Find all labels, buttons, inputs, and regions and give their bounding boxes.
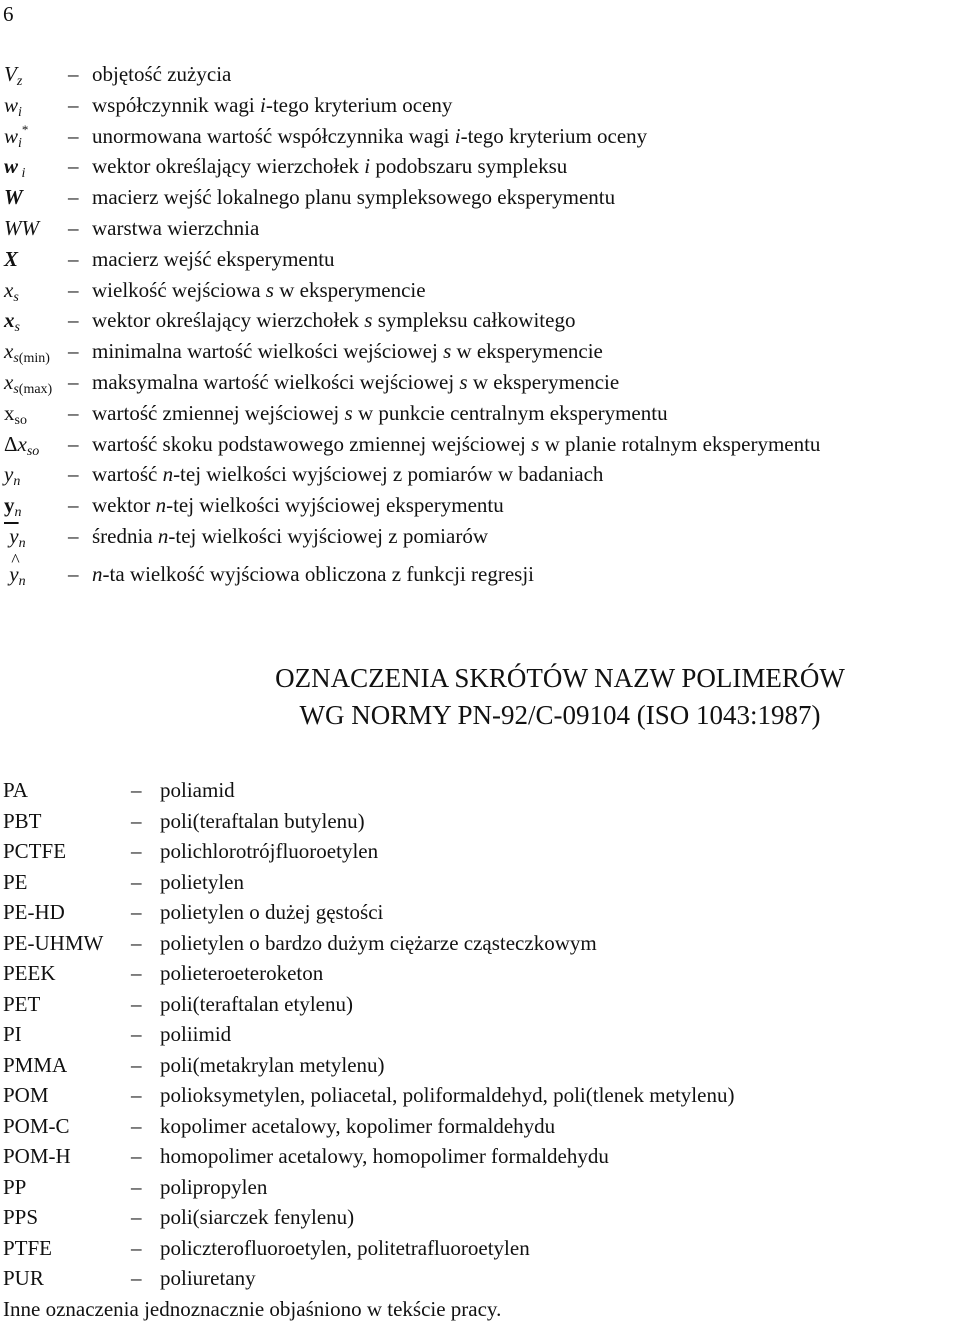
abbreviation-row [0,1233,960,1264]
abbreviation-row [0,775,960,806]
dash: – [131,1052,142,1077]
abbreviation: PBT [3,808,42,833]
abbreviation: PE-HD [3,900,65,924]
abbreviation-row [0,1050,960,1081]
abbreviation-description: polietylen [160,869,244,894]
dash: – [131,869,142,894]
symbol: $x_s$ [4,308,20,336]
dash: – [131,778,142,802]
abbreviation-row [0,867,960,898]
abbreviation-row [0,806,960,837]
symbol-row [0,552,960,597]
dash: – [68,277,79,302]
abbreviation-row [0,1141,960,1172]
symbol-row [0,90,960,121]
dash: – [68,154,79,179]
symbol-description: warstwa wierzchnia [92,215,260,240]
abbreviation-row [0,958,960,989]
abbreviation-row [0,897,960,928]
abbreviation-description: polietylen o dużej gęstości [160,900,384,924]
dash: – [131,1174,142,1199]
dash: – [68,523,79,548]
abbreviation-row [0,836,960,867]
dash: – [131,1235,142,1260]
symbol-row [0,244,960,275]
symbol: $x_{so}$ [4,400,27,428]
symbol-description: wektor określający wierzchołek i podobszaru sympleksu [92,154,568,179]
dash: – [68,462,79,487]
abbreviation-description: poli(teraftalan butylenu) [160,808,365,833]
abbreviation: PMMA [3,1052,68,1077]
symbol: ^ $y_n$ [4,552,26,597]
abbreviation-row [0,1263,960,1294]
symbol-row [0,213,960,244]
dash: – [131,961,142,985]
dash: – [68,92,79,117]
symbol: $V_z$ [4,62,23,89]
dash: – [68,185,79,210]
abbreviation-row [0,1111,960,1142]
symbol-row [0,398,960,429]
abbreviation-row [0,928,960,959]
abbreviation-description: polipropylen [160,1174,268,1199]
symbol-description: objętość zużycia [92,62,232,86]
abbreviation-description: poli(teraftalan etylenu) [160,991,353,1016]
symbol-description: n-ta wielkość wyjściowa obliczona z funkcji regresji [92,561,535,586]
abbreviation-description: polichlorotrójfluoroetylen [160,839,379,863]
abbreviation: PTFE [3,1235,53,1260]
abbreviation-description: poli(metakrylan metylenu) [160,1052,385,1077]
symbol: W [4,185,23,210]
symbol: $x_{s(min)}$ [4,339,50,367]
abbreviation: POM-H [3,1144,71,1168]
symbol-row [0,367,960,398]
symbol: w $_i$ [4,154,26,182]
abbreviation-description: polioksymetylen, poliacetal, poliformaldehyd, poli(tlenek metylenu) [160,1083,735,1107]
heading-line-1: OZNACZENIA SKRÓTÓW NAZW POLIMERÓW [275,663,845,693]
abbreviation: PEEK [3,961,56,985]
symbol-description: średnia n-tej wielkości wyjściowej z pomiarów [92,523,488,548]
symbols-list [0,59,960,597]
abbreviation: PET [3,991,41,1016]
symbol-description: macierz wejść eksperymentu [92,246,335,271]
symbol-description: wartość skoku podstawowego zmiennej wejściowej s w planie rotalnym eksperymentu [92,431,821,456]
symbol-description: współczynnik wagi i-tego kryterium oceny [92,92,453,117]
abbreviation-description: homopolimer acetalowy, homopolimer formaldehydu [160,1144,609,1168]
abbreviation: PE [3,869,28,894]
symbol: $w_i^*$ [4,121,29,151]
abbreviation-row [0,1202,960,1233]
symbol-row [0,151,960,182]
symbol: $x_{s(max)}$ [4,369,53,397]
dash: – [68,123,79,148]
symbol-description: minimalna wartość wielkości wejściowej s w eksperymencie [92,339,603,364]
symbol-description: wartość n-tej wielkości wyjściowej z pomiarów w badaniach [92,462,604,487]
abbreviation: PI [3,1022,22,1046]
dash: – [131,1205,142,1229]
heading-line-2: WG NORMY PN-92/C-09104 (ISO 1043:1987) [299,700,821,730]
symbol-description: maksymalna wartość wielkości wejściowej s w eksperymencie [92,369,620,394]
dash: – [68,431,79,456]
symbol-description: wartość zmiennej wejściowej s w punkcie centralnym eksperymentu [92,400,668,425]
dash: – [68,62,79,86]
abbreviation: PE-UHMW [3,930,104,955]
symbol-row [0,521,960,552]
symbol-description: unormowana wartość współczynnika wagi i-tego kryterium oceny [92,123,648,148]
symbol-row [0,490,960,521]
abbreviation: POM-C [3,1113,70,1138]
abbreviation: POM [3,1083,49,1107]
abbreviation-row [0,1172,960,1203]
abbreviation: PPS [3,1205,39,1229]
symbol: $x_s$ [4,277,19,305]
abbreviation-description: poliimid [160,1022,232,1046]
symbol-row [0,429,960,460]
abbreviation-description: policzterofluoroetylen, politetrafluoroetylen [160,1235,530,1260]
dash: – [68,400,79,425]
abbreviation-description: poli(siarczek fenylenu) [160,1205,355,1229]
section-heading [160,660,960,734]
page-number: 6 [3,2,14,26]
dash: – [131,930,142,955]
symbol-description: wektor określający wierzchołek s sympleksu całkowitego [92,308,576,333]
abbreviation-description: kopolimer acetalowy, kopolimer formaldehydu [160,1113,556,1138]
dash: – [131,1083,142,1107]
symbol: X [4,246,19,271]
symbol: $y_n$ [4,523,26,551]
dash: – [68,369,79,394]
symbol: WW [4,215,39,240]
abbreviation-row [0,1019,960,1050]
dash: – [131,1144,142,1168]
symbol-row [0,59,960,90]
symbol: $\Delta x_{so}$ [4,431,40,459]
abbreviation-description: poliuretany [160,1266,256,1290]
dash: – [131,839,142,863]
symbol: $w_i$ [4,92,22,120]
symbol-row [0,305,960,336]
symbol-row [0,336,960,367]
abbreviation: PP [3,1174,27,1199]
dash: – [131,991,142,1016]
symbol-row [0,275,960,306]
symbol: $y_n$ [4,462,21,490]
abbreviation-description: polieteroeteroketon [160,961,324,985]
abbreviation-row [0,1080,960,1111]
dash: – [68,246,79,271]
dash: – [68,493,79,518]
abbreviation: PA [3,778,28,802]
dash: – [131,1266,142,1290]
dash: – [131,808,142,833]
dash: – [131,1113,142,1138]
symbol-row [0,459,960,490]
dash: – [68,339,79,364]
symbol: $y_n$ [4,493,22,521]
dash: – [131,1022,142,1046]
symbol-description: wektor n-tej wielkości wyjściowej eksperymentu [92,493,504,518]
abbreviation-row [0,989,960,1020]
symbol-row [0,182,960,213]
symbol-description: macierz wejść lokalnego planu sympleksowego eksperymentu [92,185,616,210]
abbreviations-list [0,775,960,1294]
symbol-row [0,121,960,152]
symbol-description: wielkość wejściowa s w eksperymencie [92,277,426,302]
abbreviation-description: poliamid [160,778,235,802]
footer-note: Inne oznaczenia jednoznacznie objaśniono w tekście pracy. [3,1297,502,1321]
dash: – [131,900,142,924]
dash: – [68,561,79,586]
abbreviation: PCTFE [3,839,67,863]
dash: – [68,215,79,240]
abbreviation-description: polietylen o bardzo dużym ciężarze cząsteczkowym [160,930,597,955]
dash: – [68,308,79,333]
abbreviation: PUR [3,1266,44,1290]
